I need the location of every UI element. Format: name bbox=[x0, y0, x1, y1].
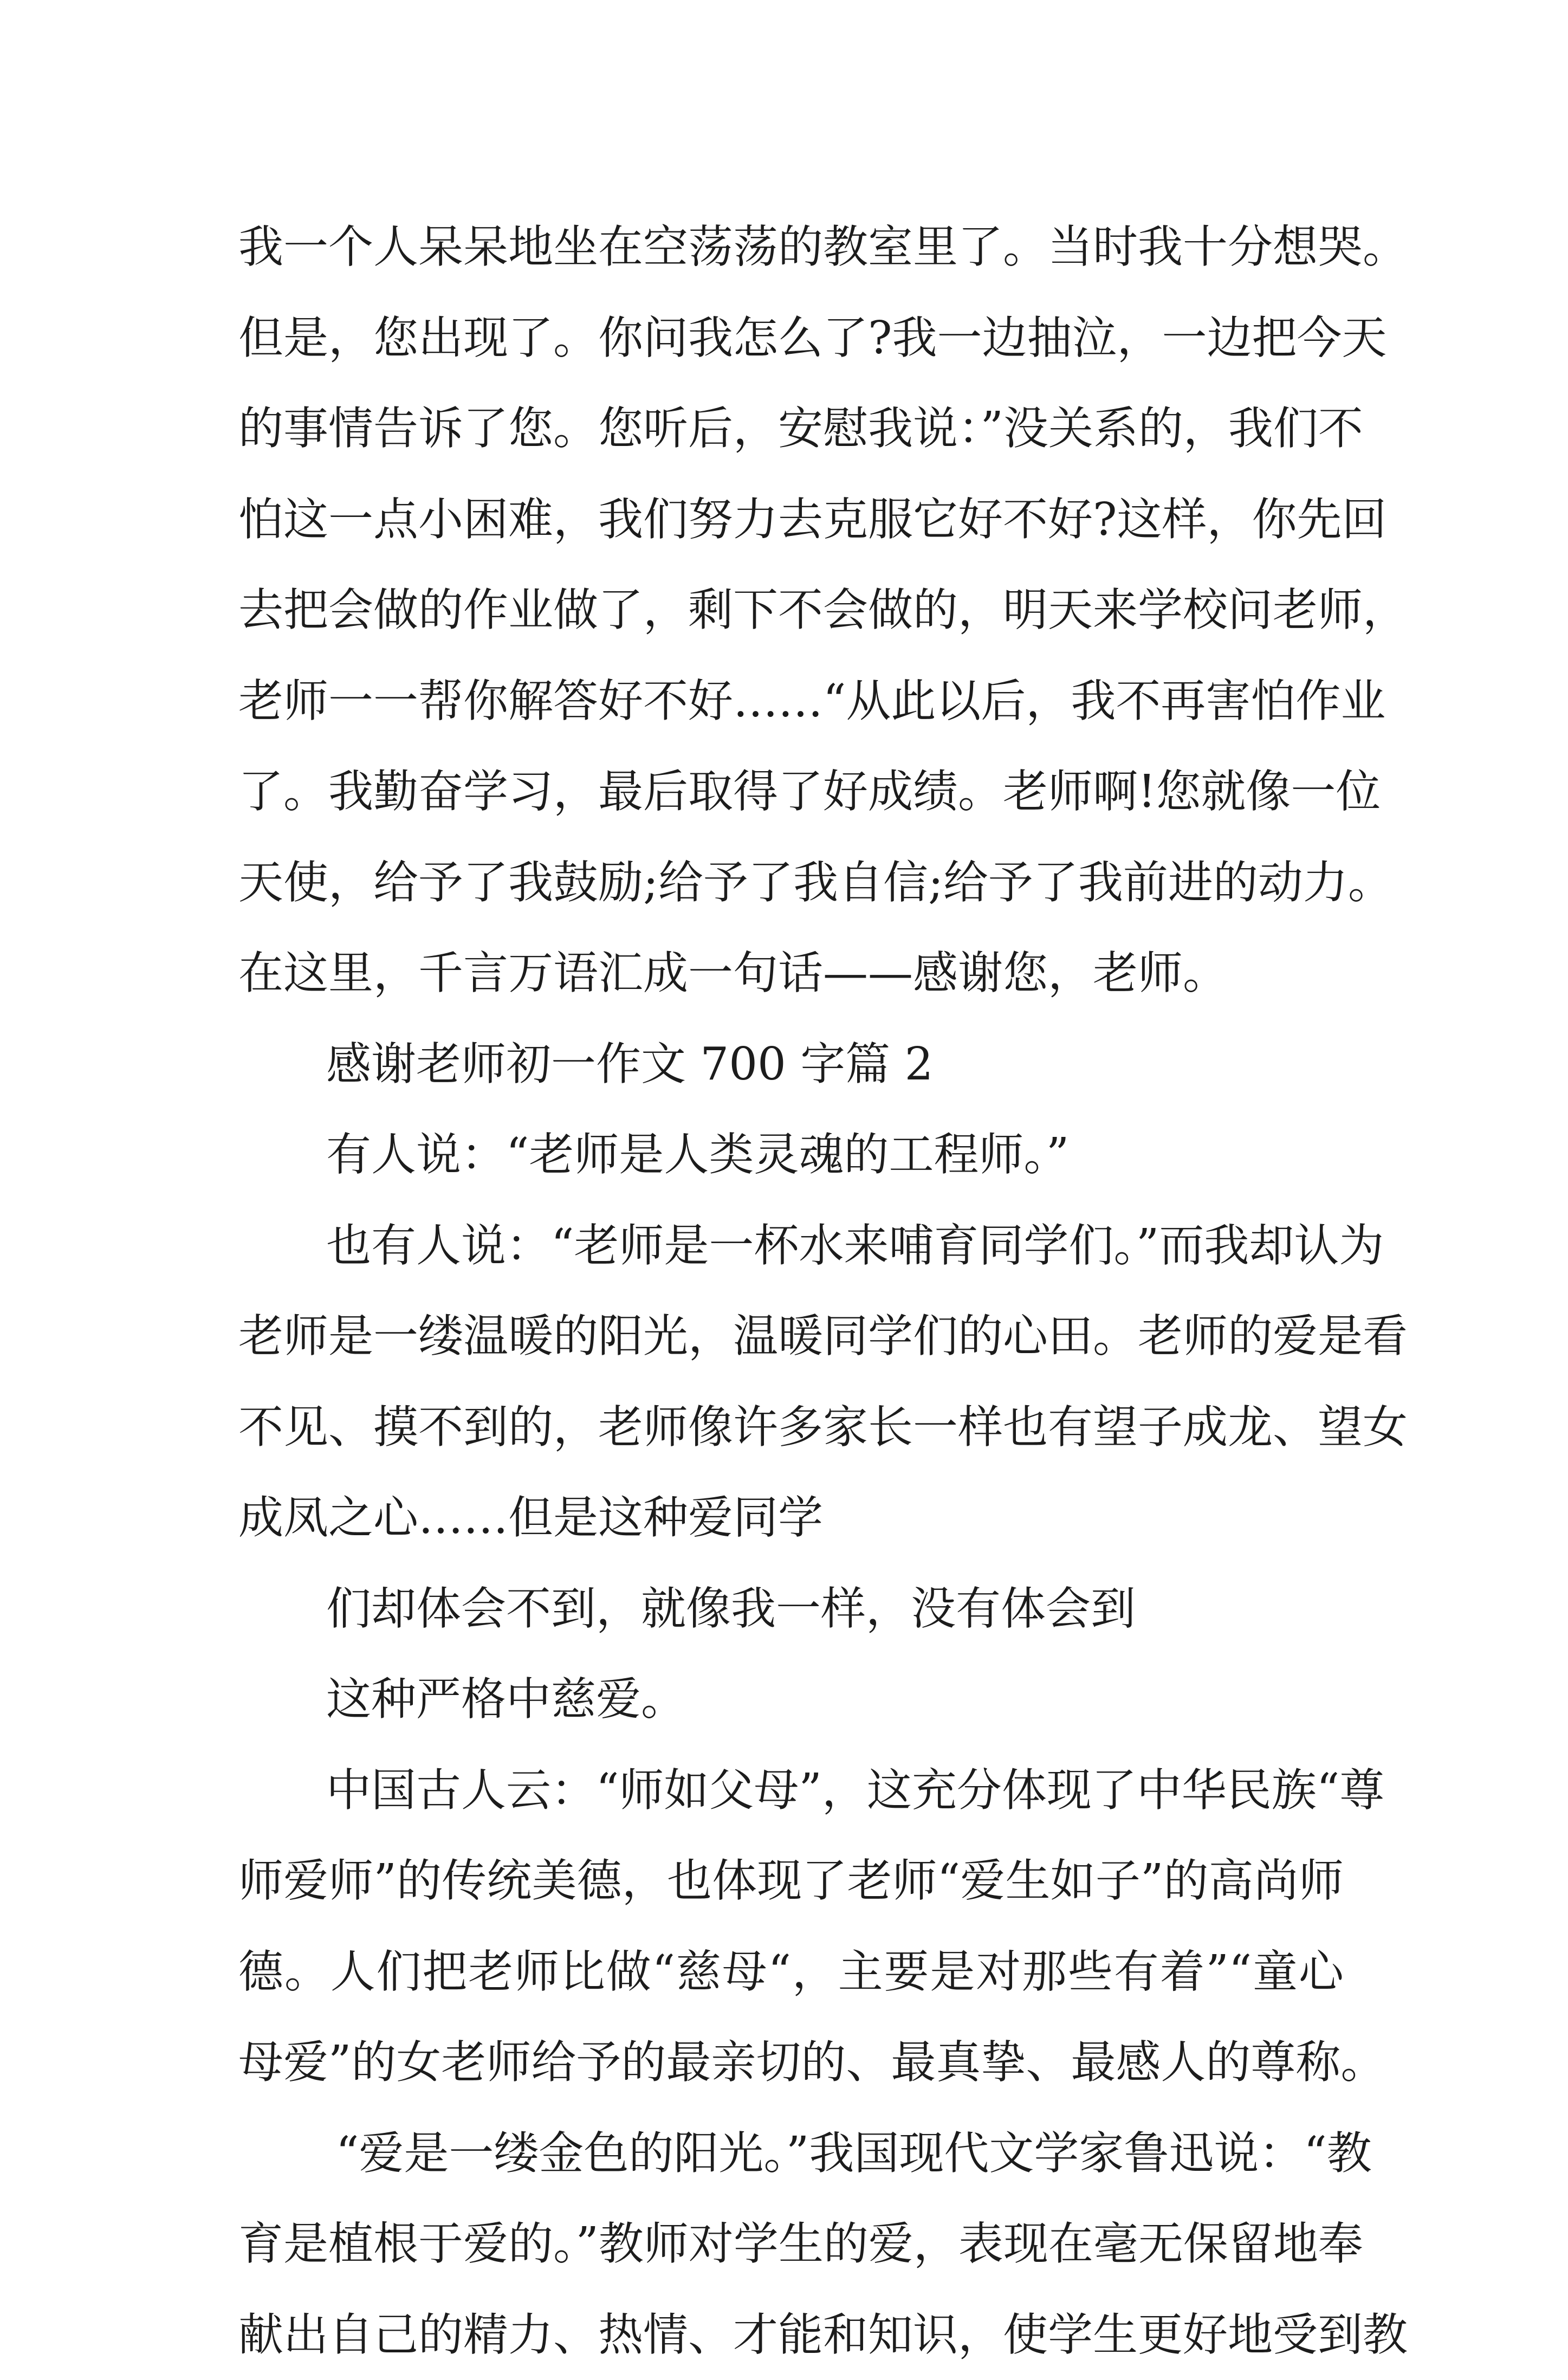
text-line: “爱是一缕金色的阳光。”我国现代文学家鲁迅说：“教 bbox=[238, 2108, 1344, 2199]
text-line: 我一个人呆呆地坐在空荡荡的教室里了。当时我十分想哭。 bbox=[238, 202, 1344, 293]
text-line: 的事情告诉了您。您听后，安慰我说：”没关系的，我们不 bbox=[238, 383, 1344, 474]
text-line: 怕这一点小困难，我们努力去克服它好不好?这样，你先回 bbox=[238, 474, 1344, 565]
text-line: 老师一一帮你解答好不好……“从此以后，我不再害怕作业 bbox=[238, 656, 1344, 747]
text-line: 不见、摸不到的，老师像许多家长一样也有望子成龙、望女 bbox=[238, 1382, 1344, 1473]
text-line: 也有人说：“老师是一杯水来哺育同学们。”而我却认为 bbox=[238, 1200, 1344, 1291]
text-line: 在这里，千言万语汇成一句话——感谢您，老师。 bbox=[238, 928, 1344, 1019]
text-line: 德。人们把老师比做“慈母“，主要是对那些有着”“童心 bbox=[238, 1926, 1344, 2017]
text-line: 中国古人云：“师如父母”，这充分体现了中华民族“尊 bbox=[238, 1745, 1344, 1836]
text-line: 了。我勤奋学习，最后取得了好成绩。老师啊!您就像一位 bbox=[238, 746, 1344, 837]
text-line: 育是植根于爱的。”教师对学生的爱，表现在毫无保留地奉 bbox=[238, 2198, 1344, 2290]
document-body bbox=[238, 202, 1344, 2380]
text-line: 这种严格中慈爱。 bbox=[238, 1654, 1344, 1745]
text-line: 去把会做的作业做了，剩下不会做的，明天来学校问老师， bbox=[238, 565, 1344, 656]
text-line: 师爱师”的传统美德，也体现了老师“爱生如子”的高尚师 bbox=[238, 1835, 1344, 1926]
text-line: 母爱”的女老师给予的最亲切的、最真挚、最感人的尊称。 bbox=[238, 2017, 1344, 2108]
text-line: 有人说：“老师是人类灵魂的工程师。” bbox=[238, 1109, 1344, 1200]
text-line: 天使，给予了我鼓励;给予了我自信;给予了我前进的动力。 bbox=[238, 837, 1344, 928]
text-line: 献出自己的精力、热情、才能和知识，使学生更好地受到教 bbox=[238, 2290, 1344, 2380]
text-line: 但是，您出现了。你问我怎么了?我一边抽泣，一边把今天 bbox=[238, 293, 1344, 384]
section-heading: 感谢老师初一作文 700 字篇 2 bbox=[238, 1019, 1344, 1110]
text-line: 老师是一缕温暖的阳光，温暖同学们的心田。老师的爱是看 bbox=[238, 1291, 1344, 1382]
text-line: 们却体会不到，就像我一样，没有体会到 bbox=[238, 1563, 1344, 1654]
text-line: 成凤之心……但是这种爱同学 bbox=[238, 1472, 1344, 1563]
